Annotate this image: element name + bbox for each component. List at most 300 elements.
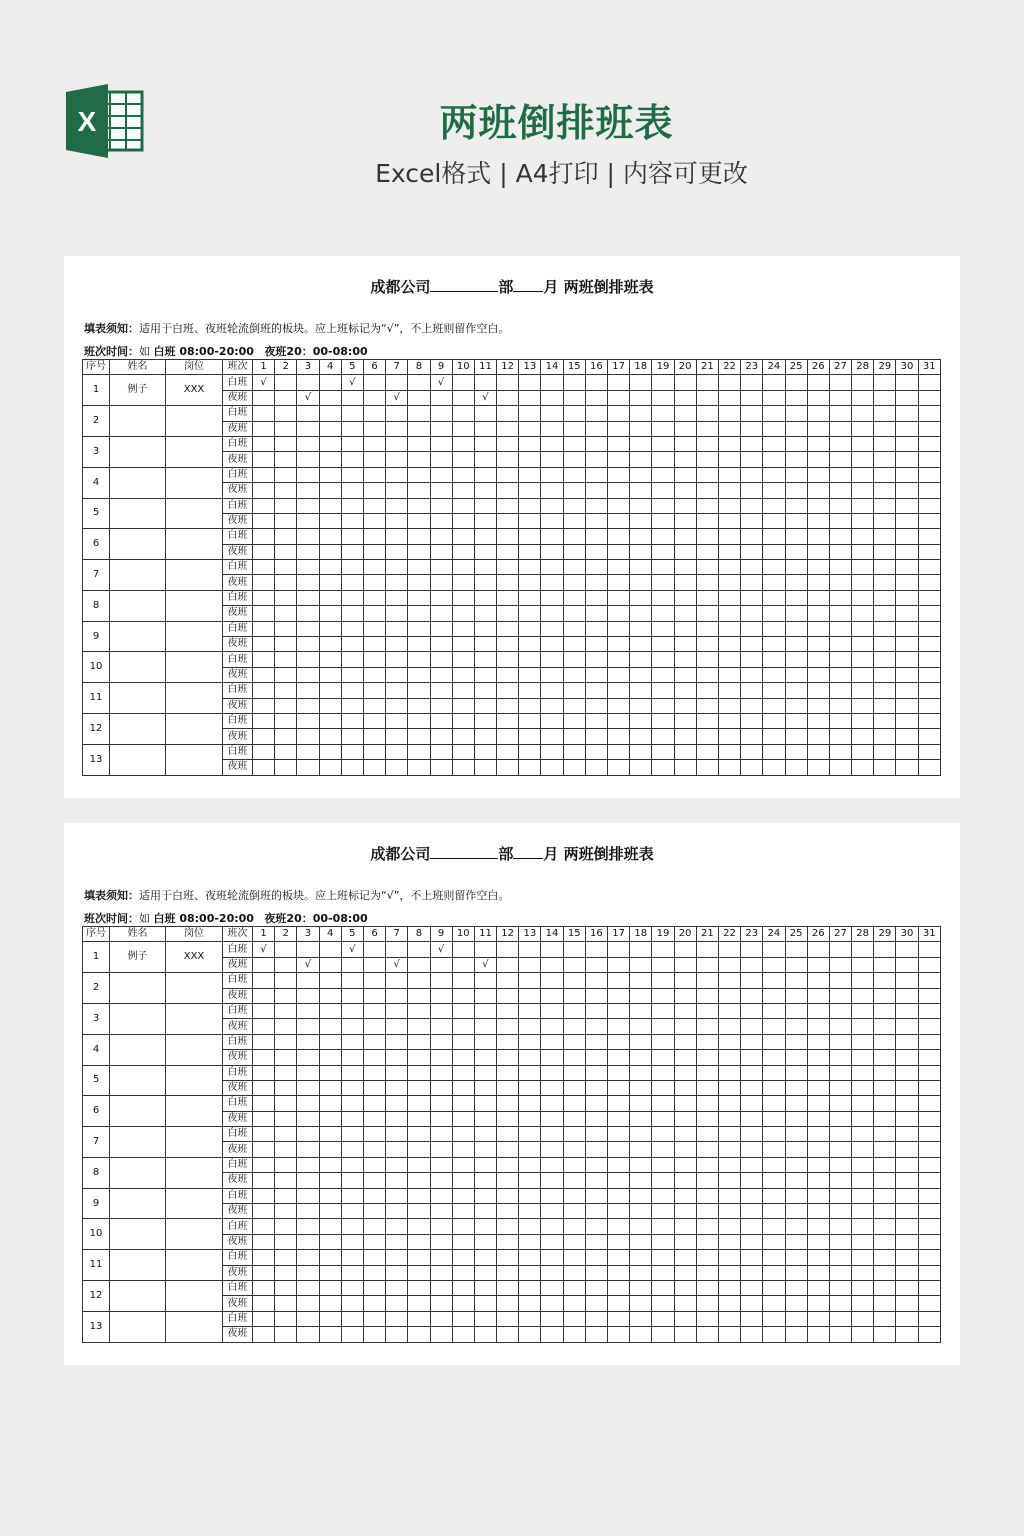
night-cell[interactable] — [386, 421, 408, 436]
night-cell[interactable] — [696, 1019, 718, 1034]
day-cell[interactable] — [585, 1250, 607, 1265]
night-cell[interactable] — [829, 1296, 851, 1311]
night-cell[interactable] — [541, 1080, 563, 1095]
day-cell[interactable] — [297, 467, 319, 482]
row-name[interactable] — [110, 744, 166, 775]
day-cell[interactable] — [652, 1127, 674, 1142]
day-cell[interactable] — [341, 406, 363, 421]
night-cell[interactable] — [896, 667, 918, 682]
day-cell[interactable] — [363, 1157, 385, 1172]
night-cell[interactable]: √ — [474, 957, 496, 972]
night-cell[interactable] — [585, 1234, 607, 1249]
night-cell[interactable] — [652, 1234, 674, 1249]
day-cell[interactable] — [408, 1188, 430, 1203]
night-cell[interactable] — [541, 390, 563, 405]
day-cell[interactable] — [253, 1311, 275, 1326]
day-cell[interactable] — [674, 652, 696, 667]
day-cell[interactable] — [319, 1250, 341, 1265]
day-cell[interactable] — [474, 467, 496, 482]
day-cell[interactable] — [807, 1127, 829, 1142]
day-cell[interactable] — [319, 498, 341, 513]
row-name[interactable] — [110, 713, 166, 744]
night-cell[interactable] — [253, 637, 275, 652]
day-cell[interactable] — [474, 590, 496, 605]
night-cell[interactable] — [363, 637, 385, 652]
night-cell[interactable] — [829, 421, 851, 436]
day-cell[interactable] — [741, 498, 763, 513]
day-cell[interactable] — [275, 973, 297, 988]
day-cell[interactable] — [829, 1250, 851, 1265]
day-cell[interactable] — [408, 652, 430, 667]
day-cell[interactable] — [297, 1311, 319, 1326]
day-cell[interactable] — [852, 529, 874, 544]
day-cell[interactable] — [519, 1034, 541, 1049]
day-cell[interactable] — [763, 652, 785, 667]
night-cell[interactable] — [363, 544, 385, 559]
night-cell[interactable] — [408, 544, 430, 559]
day-cell[interactable] — [408, 621, 430, 636]
day-cell[interactable] — [519, 713, 541, 728]
day-cell[interactable] — [363, 1127, 385, 1142]
day-cell[interactable] — [363, 1034, 385, 1049]
night-cell[interactable] — [386, 575, 408, 590]
night-cell[interactable] — [519, 988, 541, 1003]
day-cell[interactable] — [718, 942, 740, 957]
night-cell[interactable] — [275, 1111, 297, 1126]
night-cell[interactable] — [253, 1327, 275, 1342]
day-cell[interactable] — [696, 713, 718, 728]
day-cell[interactable] — [852, 1034, 874, 1049]
night-cell[interactable] — [608, 1204, 630, 1219]
night-cell[interactable] — [896, 1234, 918, 1249]
day-cell[interactable] — [563, 590, 585, 605]
night-cell[interactable] — [408, 1265, 430, 1280]
night-cell[interactable] — [807, 1296, 829, 1311]
day-cell[interactable] — [363, 1003, 385, 1018]
day-cell[interactable] — [363, 1311, 385, 1326]
night-cell[interactable] — [674, 637, 696, 652]
night-cell[interactable] — [718, 390, 740, 405]
night-cell[interactable] — [696, 1173, 718, 1188]
day-cell[interactable] — [297, 436, 319, 451]
day-cell[interactable] — [253, 467, 275, 482]
day-cell[interactable] — [474, 1157, 496, 1172]
night-cell[interactable] — [386, 1142, 408, 1157]
day-cell[interactable] — [741, 652, 763, 667]
night-cell[interactable] — [918, 575, 940, 590]
day-cell[interactable] — [718, 1219, 740, 1234]
night-cell[interactable] — [386, 760, 408, 775]
night-cell[interactable] — [541, 1111, 563, 1126]
day-cell[interactable] — [253, 406, 275, 421]
night-cell[interactable] — [741, 760, 763, 775]
night-cell[interactable] — [674, 667, 696, 682]
night-cell[interactable] — [430, 1204, 452, 1219]
day-cell[interactable] — [497, 1127, 519, 1142]
night-cell[interactable] — [430, 544, 452, 559]
night-cell[interactable]: √ — [474, 390, 496, 405]
night-cell[interactable] — [275, 1173, 297, 1188]
day-cell[interactable] — [696, 1219, 718, 1234]
day-cell[interactable] — [519, 683, 541, 698]
night-cell[interactable] — [363, 988, 385, 1003]
day-cell[interactable] — [563, 973, 585, 988]
night-cell[interactable] — [608, 1296, 630, 1311]
day-cell[interactable] — [741, 406, 763, 421]
night-cell[interactable] — [386, 698, 408, 713]
day-cell[interactable] — [363, 529, 385, 544]
day-cell[interactable] — [319, 942, 341, 957]
row-name[interactable] — [110, 1188, 166, 1219]
day-cell[interactable] — [341, 1311, 363, 1326]
night-cell[interactable] — [829, 575, 851, 590]
night-cell[interactable] — [253, 1050, 275, 1065]
night-cell[interactable] — [430, 667, 452, 682]
night-cell[interactable] — [341, 1019, 363, 1034]
day-cell[interactable] — [452, 375, 474, 390]
night-cell[interactable] — [563, 1234, 585, 1249]
night-cell[interactable] — [541, 1234, 563, 1249]
day-cell[interactable] — [563, 560, 585, 575]
night-cell[interactable] — [874, 1327, 896, 1342]
night-cell[interactable] — [452, 606, 474, 621]
night-cell[interactable] — [718, 483, 740, 498]
night-cell[interactable] — [741, 575, 763, 590]
night-cell[interactable] — [474, 1296, 496, 1311]
day-cell[interactable] — [275, 436, 297, 451]
night-cell[interactable] — [563, 1050, 585, 1065]
night-cell[interactable] — [652, 1296, 674, 1311]
night-cell[interactable] — [563, 544, 585, 559]
night-cell[interactable] — [253, 1080, 275, 1095]
day-cell[interactable] — [408, 375, 430, 390]
day-cell[interactable]: √ — [341, 375, 363, 390]
day-cell[interactable] — [852, 436, 874, 451]
night-cell[interactable] — [297, 729, 319, 744]
night-cell[interactable] — [785, 1111, 807, 1126]
day-cell[interactable] — [452, 1188, 474, 1203]
day-cell[interactable] — [608, 744, 630, 759]
night-cell[interactable] — [319, 729, 341, 744]
day-cell[interactable] — [807, 529, 829, 544]
night-cell[interactable] — [807, 957, 829, 972]
night-cell[interactable] — [918, 698, 940, 713]
day-cell[interactable] — [319, 590, 341, 605]
night-cell[interactable] — [829, 1327, 851, 1342]
night-cell[interactable] — [519, 483, 541, 498]
row-name[interactable] — [110, 1127, 166, 1158]
day-cell[interactable] — [918, 1188, 940, 1203]
day-cell[interactable] — [763, 436, 785, 451]
night-cell[interactable] — [918, 606, 940, 621]
night-cell[interactable] — [918, 1327, 940, 1342]
day-cell[interactable] — [541, 406, 563, 421]
day-cell[interactable] — [918, 1096, 940, 1111]
day-cell[interactable] — [696, 652, 718, 667]
day-cell[interactable] — [807, 1003, 829, 1018]
night-cell[interactable] — [297, 760, 319, 775]
day-cell[interactable] — [297, 1157, 319, 1172]
day-cell[interactable] — [741, 713, 763, 728]
day-cell[interactable] — [652, 1096, 674, 1111]
day-cell[interactable] — [918, 529, 940, 544]
night-cell[interactable] — [386, 1327, 408, 1342]
day-cell[interactable] — [741, 1127, 763, 1142]
day-cell[interactable] — [585, 560, 607, 575]
night-cell[interactable] — [674, 452, 696, 467]
day-cell[interactable] — [785, 498, 807, 513]
day-cell[interactable] — [852, 1280, 874, 1295]
night-cell[interactable] — [541, 606, 563, 621]
day-cell[interactable] — [585, 529, 607, 544]
day-cell[interactable] — [630, 1127, 652, 1142]
day-cell[interactable] — [497, 973, 519, 988]
day-cell[interactable] — [341, 1219, 363, 1234]
day-cell[interactable] — [874, 1003, 896, 1018]
night-cell[interactable] — [874, 513, 896, 528]
day-cell[interactable] — [474, 406, 496, 421]
night-cell[interactable] — [696, 513, 718, 528]
day-cell[interactable] — [386, 942, 408, 957]
day-cell[interactable] — [741, 1311, 763, 1326]
night-cell[interactable] — [341, 760, 363, 775]
night-cell[interactable] — [630, 760, 652, 775]
night-cell[interactable] — [874, 575, 896, 590]
day-cell[interactable] — [341, 560, 363, 575]
night-cell[interactable] — [408, 957, 430, 972]
day-cell[interactable] — [674, 973, 696, 988]
day-cell[interactable] — [874, 713, 896, 728]
day-cell[interactable] — [297, 1065, 319, 1080]
night-cell[interactable] — [563, 1019, 585, 1034]
day-cell[interactable] — [852, 590, 874, 605]
day-cell[interactable] — [497, 1034, 519, 1049]
day-cell[interactable] — [386, 436, 408, 451]
day-cell[interactable] — [474, 560, 496, 575]
day-cell[interactable] — [829, 1003, 851, 1018]
day-cell[interactable] — [585, 1219, 607, 1234]
day-cell[interactable] — [652, 590, 674, 605]
night-cell[interactable] — [363, 1204, 385, 1219]
day-cell[interactable] — [896, 1157, 918, 1172]
day-cell[interactable] — [608, 1219, 630, 1234]
night-cell[interactable] — [807, 1050, 829, 1065]
day-cell[interactable] — [630, 744, 652, 759]
day-cell[interactable] — [785, 713, 807, 728]
day-cell[interactable] — [807, 498, 829, 513]
night-cell[interactable] — [341, 1142, 363, 1157]
night-cell[interactable] — [541, 1173, 563, 1188]
night-cell[interactable] — [674, 1050, 696, 1065]
day-cell[interactable] — [674, 406, 696, 421]
day-cell[interactable] — [696, 1280, 718, 1295]
day-cell[interactable] — [386, 467, 408, 482]
day-cell[interactable] — [608, 1157, 630, 1172]
day-cell[interactable] — [430, 1034, 452, 1049]
day-cell[interactable] — [585, 1280, 607, 1295]
night-cell[interactable] — [763, 760, 785, 775]
day-cell[interactable] — [852, 375, 874, 390]
day-cell[interactable] — [386, 1096, 408, 1111]
night-cell[interactable] — [785, 988, 807, 1003]
night-cell[interactable] — [474, 606, 496, 621]
night-cell[interactable] — [341, 575, 363, 590]
day-cell[interactable] — [363, 1250, 385, 1265]
night-cell[interactable] — [896, 1296, 918, 1311]
day-cell[interactable] — [319, 1034, 341, 1049]
row-name[interactable] — [110, 1280, 166, 1311]
day-cell[interactable] — [718, 1311, 740, 1326]
night-cell[interactable] — [541, 483, 563, 498]
night-cell[interactable] — [874, 1080, 896, 1095]
day-cell[interactable] — [674, 1250, 696, 1265]
row-position[interactable] — [166, 1096, 223, 1127]
night-cell[interactable] — [807, 667, 829, 682]
day-cell[interactable] — [452, 621, 474, 636]
day-cell[interactable] — [652, 1311, 674, 1326]
day-cell[interactable] — [696, 1188, 718, 1203]
night-cell[interactable] — [386, 1050, 408, 1065]
night-cell[interactable] — [474, 544, 496, 559]
night-cell[interactable] — [785, 452, 807, 467]
night-cell[interactable] — [452, 1173, 474, 1188]
night-cell[interactable] — [608, 513, 630, 528]
night-cell[interactable] — [807, 1327, 829, 1342]
day-cell[interactable] — [541, 560, 563, 575]
day-cell[interactable] — [608, 973, 630, 988]
day-cell[interactable] — [852, 467, 874, 482]
night-cell[interactable] — [430, 729, 452, 744]
day-cell[interactable] — [363, 621, 385, 636]
night-cell[interactable] — [852, 637, 874, 652]
day-cell[interactable] — [408, 713, 430, 728]
night-cell[interactable] — [585, 421, 607, 436]
day-cell[interactable] — [918, 560, 940, 575]
day-cell[interactable] — [652, 1250, 674, 1265]
night-cell[interactable] — [363, 1050, 385, 1065]
day-cell[interactable]: √ — [341, 942, 363, 957]
night-cell[interactable] — [741, 1080, 763, 1095]
night-cell[interactable] — [253, 390, 275, 405]
night-cell[interactable] — [297, 698, 319, 713]
day-cell[interactable] — [474, 1280, 496, 1295]
day-cell[interactable] — [474, 1188, 496, 1203]
night-cell[interactable] — [896, 1204, 918, 1219]
day-cell[interactable] — [253, 621, 275, 636]
day-cell[interactable] — [763, 973, 785, 988]
day-cell[interactable] — [852, 1157, 874, 1172]
day-cell[interactable] — [874, 1127, 896, 1142]
night-cell[interactable] — [275, 637, 297, 652]
night-cell[interactable] — [563, 1142, 585, 1157]
day-cell[interactable] — [319, 1157, 341, 1172]
night-cell[interactable] — [408, 1327, 430, 1342]
day-cell[interactable] — [852, 744, 874, 759]
day-cell[interactable] — [674, 436, 696, 451]
day-cell[interactable] — [519, 375, 541, 390]
day-cell[interactable] — [630, 683, 652, 698]
night-cell[interactable] — [497, 1019, 519, 1034]
day-cell[interactable] — [785, 683, 807, 698]
night-cell[interactable] — [807, 988, 829, 1003]
night-cell[interactable] — [763, 637, 785, 652]
night-cell[interactable] — [918, 1173, 940, 1188]
night-cell[interactable] — [497, 483, 519, 498]
day-cell[interactable] — [896, 973, 918, 988]
day-cell[interactable] — [386, 1250, 408, 1265]
day-cell[interactable] — [319, 467, 341, 482]
row-position[interactable] — [166, 467, 223, 498]
night-cell[interactable] — [652, 1050, 674, 1065]
day-cell[interactable] — [452, 942, 474, 957]
day-cell[interactable] — [253, 1003, 275, 1018]
day-cell[interactable] — [807, 467, 829, 482]
night-cell[interactable] — [608, 667, 630, 682]
day-cell[interactable] — [763, 744, 785, 759]
day-cell[interactable] — [696, 529, 718, 544]
night-cell[interactable] — [652, 760, 674, 775]
night-cell[interactable] — [696, 452, 718, 467]
night-cell[interactable] — [674, 957, 696, 972]
night-cell[interactable] — [896, 1111, 918, 1126]
day-cell[interactable] — [474, 713, 496, 728]
day-cell[interactable] — [563, 529, 585, 544]
night-cell[interactable] — [497, 421, 519, 436]
night-cell[interactable] — [474, 1050, 496, 1065]
day-cell[interactable] — [852, 1003, 874, 1018]
day-cell[interactable] — [386, 1003, 408, 1018]
day-cell[interactable] — [363, 1280, 385, 1295]
night-cell[interactable] — [319, 988, 341, 1003]
day-cell[interactable] — [341, 1188, 363, 1203]
night-cell[interactable] — [630, 1296, 652, 1311]
day-cell[interactable] — [741, 375, 763, 390]
day-cell[interactable] — [563, 942, 585, 957]
day-cell[interactable] — [474, 683, 496, 698]
day-cell[interactable] — [674, 744, 696, 759]
day-cell[interactable] — [696, 973, 718, 988]
day-cell[interactable] — [519, 467, 541, 482]
day-cell[interactable] — [852, 652, 874, 667]
day-cell[interactable] — [319, 652, 341, 667]
day-cell[interactable] — [785, 652, 807, 667]
night-cell[interactable] — [585, 390, 607, 405]
day-cell[interactable] — [763, 467, 785, 482]
day-cell[interactable] — [497, 529, 519, 544]
day-cell[interactable] — [807, 1311, 829, 1326]
night-cell[interactable] — [430, 1296, 452, 1311]
day-cell[interactable] — [807, 683, 829, 698]
night-cell[interactable] — [918, 729, 940, 744]
night-cell[interactable] — [430, 483, 452, 498]
night-cell[interactable] — [674, 1080, 696, 1095]
day-cell[interactable] — [807, 406, 829, 421]
night-cell[interactable] — [874, 1265, 896, 1280]
night-cell[interactable] — [652, 1019, 674, 1034]
day-cell[interactable] — [363, 1219, 385, 1234]
night-cell[interactable] — [430, 637, 452, 652]
night-cell[interactable] — [253, 729, 275, 744]
day-cell[interactable] — [874, 683, 896, 698]
day-cell[interactable]: √ — [253, 942, 275, 957]
night-cell[interactable] — [474, 1173, 496, 1188]
night-cell[interactable] — [608, 544, 630, 559]
night-cell[interactable] — [519, 1173, 541, 1188]
night-cell[interactable] — [519, 760, 541, 775]
night-cell[interactable] — [696, 1234, 718, 1249]
day-cell[interactable] — [741, 1065, 763, 1080]
night-cell[interactable] — [341, 957, 363, 972]
